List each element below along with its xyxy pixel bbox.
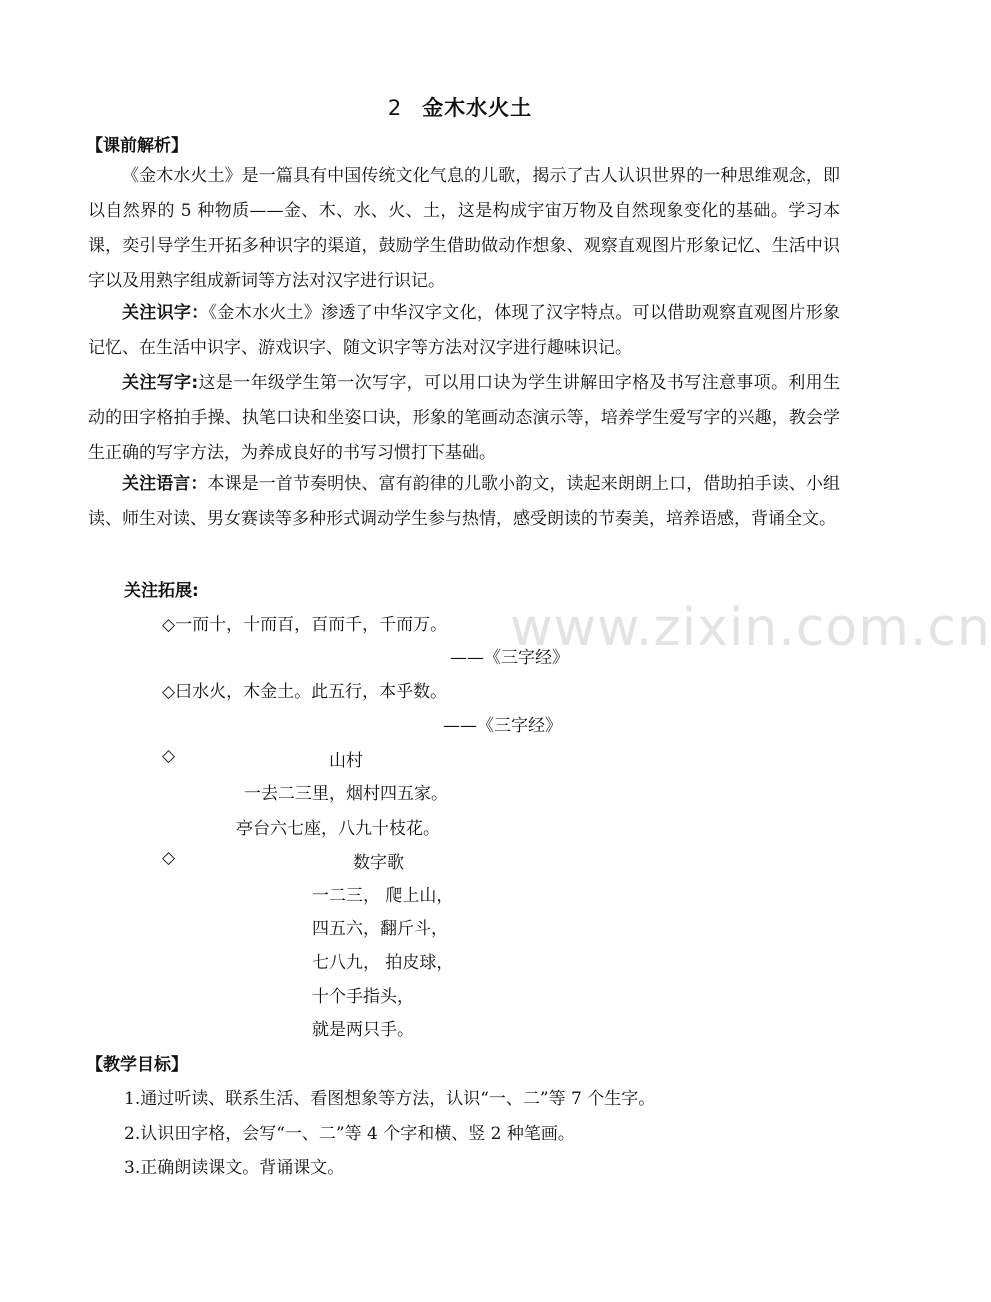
focus-literacy-label: 关注识字： (122, 303, 209, 323)
focus-literacy-text: 《金木水火土》渗透了中华汉字文化，体现了汉字特点。可以借助观察直观图片形象记忆、在生活中识字、游戏识字、随文识字等方法对汉字进行趣味识记。 (88, 303, 841, 358)
teaching-goal-item: 3.正确朗读课文。背诵课文。 (124, 1158, 345, 1178)
lesson-number: 2 (387, 96, 403, 120)
watermark: www.zixin.com.cn (510, 598, 991, 658)
poem-counting-line: 十个手指头， (312, 987, 414, 1007)
poem-counting-title: 数字歌 (353, 853, 404, 873)
poem-shancun-title: 山村 (329, 751, 363, 771)
section-heading-pre-analysis: 【课前解析】 (86, 136, 188, 156)
section-heading-teaching-goals: 【教学目标】 (86, 1055, 188, 1075)
focus-literacy-paragraph (88, 296, 840, 366)
page-title (0, 92, 920, 122)
quote-line-1: ◇一而十，十而百，百而千，千而万。 (162, 615, 448, 635)
poem-shancun-line: 亭台六七座，八九十枝花。 (236, 819, 440, 839)
focus-extension-label: 关注拓展: (124, 581, 199, 601)
poem-counting-line: 一二三， 爬上山， (312, 886, 454, 906)
lesson-title: 金木水火土 (422, 96, 533, 120)
quote-source-2: ——《三字经》 (443, 716, 562, 736)
poem-counting-line: 就是两只手。 (312, 1020, 414, 1040)
teaching-goal-item: 2.认识田字格，会写“一、二”等 4 个字和横、竖 2 种笔画。 (124, 1124, 575, 1144)
poem-shancun-bullet: ◇ (162, 746, 176, 766)
focus-language-paragraph (88, 467, 840, 537)
poem-shancun-line: 一去二三里，烟村四五家。 (244, 784, 448, 804)
intro-paragraph: 《金木水火土》是一篇具有中国传统文化气息的儿歌，揭示了古人认识世界的一种思维观念，即以自然界的 5 种物质——金、木、水、火、土，这是构成宇宙万物及自然现象变化的基础。学习本课，奕引导学生开拓多种识字的渠道，鼓励学生借助做动作想象、观察直观图片形象记忆、生活中识字以及用熟字组成新词等方法对汉字进行识记。 (88, 166, 840, 291)
focus-language-label: 关注语言： (122, 474, 208, 494)
focus-writing-paragraph (88, 366, 840, 471)
poem-counting-bullet: ◇ (162, 848, 176, 868)
quote-line-2: ◇曰水火，木金土。此五行，本乎数。 (162, 682, 448, 702)
poem-counting-line: 四五六，翻斤斗， (312, 919, 448, 939)
focus-writing-label: 关注写字: (122, 373, 199, 393)
poem-counting-line: 七八九， 拍皮球， (312, 953, 454, 973)
focus-language-text: 本课是一首节奏明快、富有韵律的儿歌小韵文，读起来朗朗上口，借助拍手读、小组读、师生对读、男女赛读等多种形式调动学生参与热情，感受朗读的节奏美，培养语感，背诵全文。 (88, 474, 841, 529)
quote-source-1: ——《三字经》 (450, 648, 569, 668)
teaching-goal-item: 1.通过听读、联系生活、看图想象等方法，认识“一、二”等 7 个生字。 (124, 1089, 656, 1109)
focus-writing-text: 这是一年级学生第一次写字，可以用口诀为学生讲解田字格及书写注意事项。利用生动的田字格拍手操、执笔口诀和坐姿口诀，形象的笔画动态演示等，培养学生爱写字的兴趣，教会学生正确的写字方法，为养成良好的书写习惯打下基础。 (88, 373, 840, 463)
